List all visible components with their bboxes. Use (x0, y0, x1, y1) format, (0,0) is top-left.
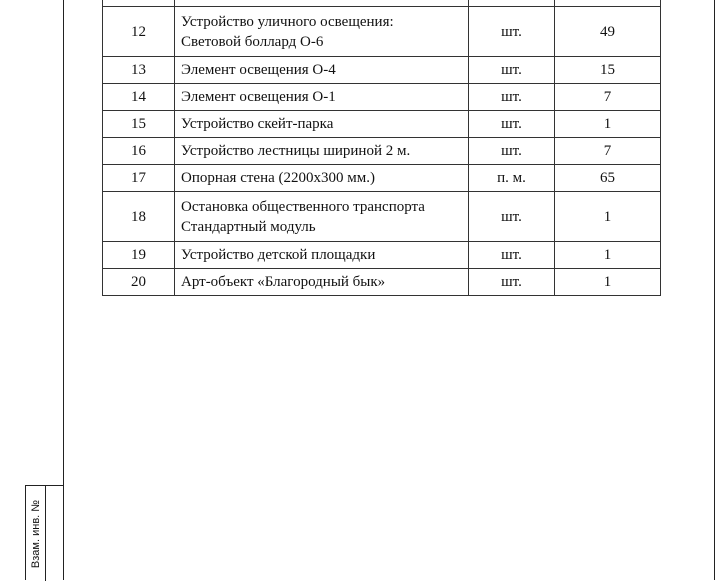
unit-cell: шт. (469, 192, 555, 242)
row-number-cell: 13 (103, 57, 175, 84)
quantity-cell: 1 (555, 269, 661, 296)
item-name-cell: Опорная стена (2200х300 мм.) (175, 165, 469, 192)
unit-cell: п. м. (469, 165, 555, 192)
item-name-cell: Элемент освещения О-1 (175, 84, 469, 111)
unit-cell: шт. (469, 138, 555, 165)
item-name-cell: Остановка общественного транспорта Стандартный модуль (175, 192, 469, 242)
unit-cell: шт. (469, 57, 555, 84)
row-number-cell: 16 (103, 138, 175, 165)
unit-cell: шт. (469, 84, 555, 111)
specification-table-body (103, 0, 661, 296)
quantity-cell: 15 (555, 57, 661, 84)
unit-cell: шт. (469, 269, 555, 296)
table-row (103, 138, 661, 165)
item-name-cell: Устройство детской площадки (175, 242, 469, 269)
table-row (103, 57, 661, 84)
unit-cell: шт. (469, 111, 555, 138)
side-stamp-label: Взам. инв. № (29, 499, 42, 568)
item-name-cell: Устройство скейт-парка (175, 111, 469, 138)
item-name-cell: Элемент освещения О-4 (175, 57, 469, 84)
table-row (103, 7, 661, 57)
table-row (103, 165, 661, 192)
quantity-cell: 1 (555, 111, 661, 138)
quantity-cell: 7 (555, 138, 661, 165)
row-number-cell: 12 (103, 7, 175, 57)
quantity-cell: 7 (555, 84, 661, 111)
unit-cell: шт. (469, 242, 555, 269)
row-number-cell: 19 (103, 242, 175, 269)
row-number-cell: 17 (103, 165, 175, 192)
row-number-cell: 18 (103, 192, 175, 242)
item-name-cell: Устройство лестницы шириной 2 м. (175, 138, 469, 165)
table-row (103, 242, 661, 269)
frame-border-left (63, 0, 64, 580)
specification-table (102, 0, 661, 296)
item-name-cell: Устройство уличного освещения: Световой боллард О-6 (175, 7, 469, 57)
side-stamp (25, 485, 63, 580)
item-name-cell: Арт-объект «Благородный бык» (175, 269, 469, 296)
row-number-cell: 14 (103, 84, 175, 111)
table-row (103, 84, 661, 111)
table-row (103, 269, 661, 296)
side-stamp-divider (45, 486, 46, 581)
quantity-cell: 65 (555, 165, 661, 192)
unit-cell: шт. (469, 7, 555, 57)
frame-border-right (714, 0, 715, 580)
row-number-cell: 20 (103, 269, 175, 296)
quantity-cell: 49 (555, 7, 661, 57)
row-number-cell: 15 (103, 111, 175, 138)
quantity-cell: 1 (555, 192, 661, 242)
table-row (103, 111, 661, 138)
table-row (103, 192, 661, 242)
side-stamp-label-cell (26, 486, 45, 581)
quantity-cell: 1 (555, 242, 661, 269)
